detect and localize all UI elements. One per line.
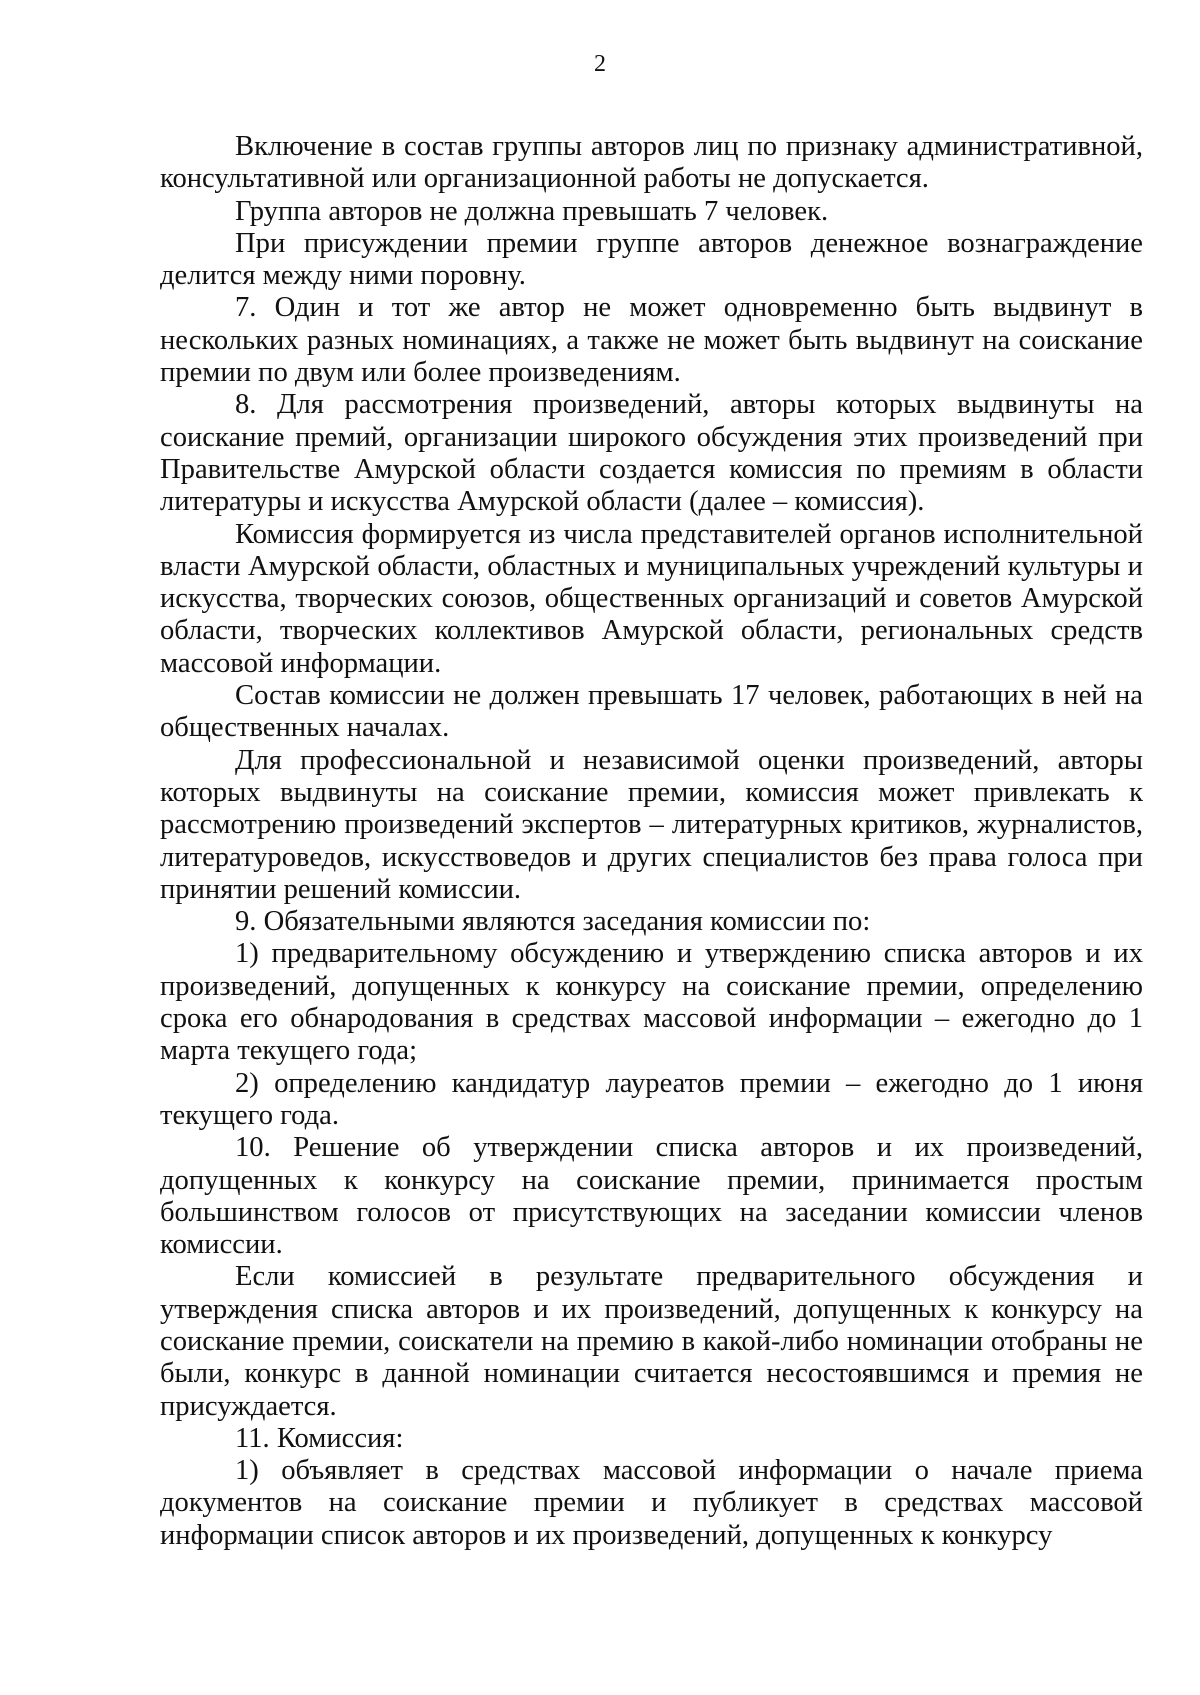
paragraph-item-7: 7. Один и тот же автор не может одновременно быть выдвинут в нескольких разных номинациях, а также не может быть выдвинут на соискание премии по двум или более произведениям.: [160, 292, 1143, 389]
paragraph-item-11: 11. Комиссия:: [235, 1422, 404, 1454]
paragraph-prize-split: При присуждении премии группе авторов денежное вознаграждение делится между ними поровну.: [160, 227, 1143, 292]
paragraph-experts: Для профессиональной и независимой оценки произведений, авторы которых выдвинуты на соискание премии, комиссия может привлекать к рассмотрению произведений экспертов – литературных критиков, журналистов, литературоведов, искусствоведов и других специалистов без права голоса при принятии решений комиссии.: [160, 744, 1143, 905]
paragraph-item-11-1: 1) объявляет в средствах массовой информации о начале приема документов на соискание премии и публикует в средствах массовой информации список авторов и их произведений, допущенных к конкурсу: [160, 1455, 1143, 1551]
paragraph-no-candidates: Если комиссией в результате предварительного обсуждения и утверждения списка авторов и их произведений, допущенных к конкурсу на соискание премии, соискатели на премию в какой-либо номинации отобраны не были, конкурс в данной номинации считается несостоявшимся и премия не присуждается.: [160, 1261, 1143, 1422]
document-body: [160, 131, 1143, 1552]
paragraph-item-9-1: 1) предварительному обсуждению и утверждению списка авторов и их произведений, допущенных к конкурсу на соискание премии, определению срока его обнародования в средствах массовой информации – ежегодно до 1 марта текущего года;: [160, 938, 1143, 1067]
paragraph-item-8: 8. Для рассмотрения произведений, авторы которых выдвинуты на соискание премий, организации широкого обсуждения этих произведений при Правительстве Амурской области создается комиссия по премиям в области литературы и искусства Амурской области (далее – комиссия).: [160, 389, 1143, 518]
paragraph-group-size-limit: Группа авторов не должна превышать 7 человек.: [235, 195, 829, 227]
paragraph-item-9: 9. Обязательными являются заседания комиссии по:: [235, 906, 871, 938]
paragraph-item-9-2: 2) определению кандидатур лауреатов премии – ежегодно до 1 июня текущего года.: [160, 1067, 1143, 1131]
paragraph-item-10: 10. Решение об утверждении списка авторов и их произведений, допущенных к конкурсу на соискание премии, принимается простым большинством голосов от присутствующих на заседании комиссии членов комиссии.: [160, 1132, 1143, 1261]
paragraph-group-admin-exclusion: Включение в состав группы авторов лиц по признаку административной, консультативной или организационной работы не допускается.: [160, 131, 1143, 195]
paragraph-commission-composition: Комиссия формируется из числа представителей органов исполнительной власти Амурской области, областных и муниципальных учреждений культуры и искусства, творческих союзов, общественных организаций и советов Амурской области, творческих коллективов Амурской области, региональных средств массовой информации.: [160, 518, 1143, 679]
page-number: 2: [594, 51, 606, 77]
paragraph-commission-size: Состав комиссии не должен превышать 17 человек, работающих в ней на общественных началах.: [160, 680, 1143, 744]
